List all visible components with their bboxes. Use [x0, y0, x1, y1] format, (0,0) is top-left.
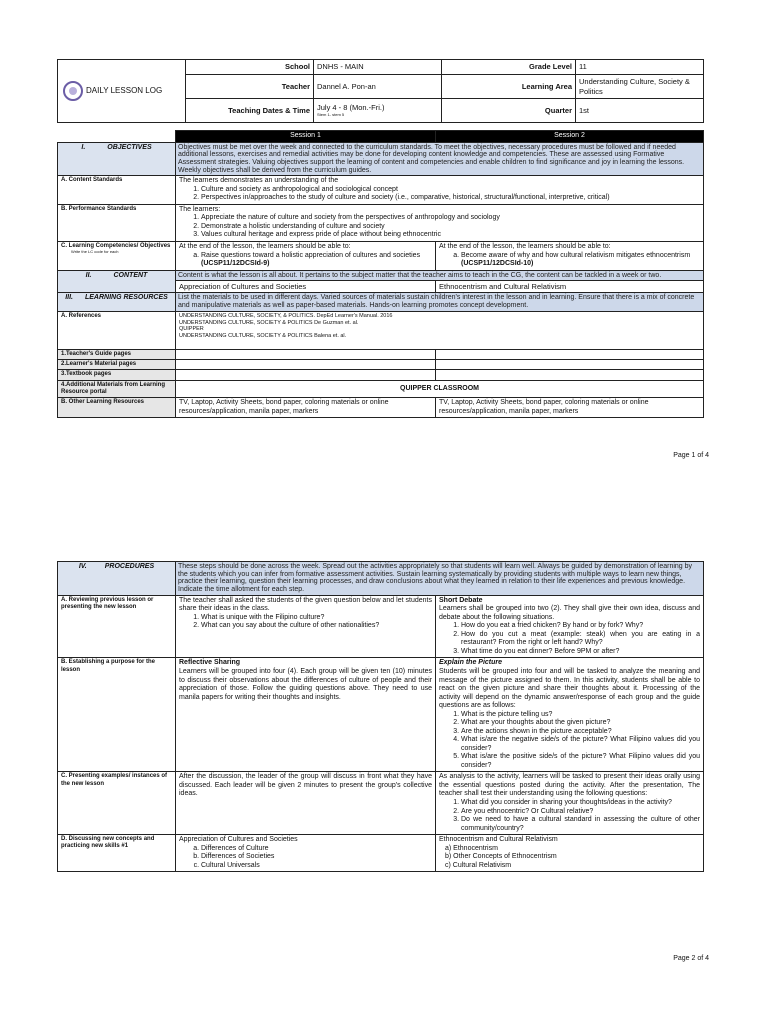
list-item: b) Other Concepts of Ethnocentrism [445, 853, 557, 861]
objectives-table [57, 130, 704, 418]
list-item: a. Differences of Culture [201, 845, 432, 854]
reviewing-label: A. Reviewing previous lesson or presenting the new lesson [58, 595, 176, 658]
procedures-table [57, 561, 704, 872]
performance-standards-cell [176, 204, 704, 241]
teaching-dates-value: July 4 - 8 (Mon.-Fri.) [317, 103, 385, 113]
teacher-value: Dannel A. Pon-an [314, 75, 442, 99]
content-note: Content is what the lesson is all about. It pertains to the subject matter that the teacher aims to teach in the CG, the content can be tackled in a week or two. [176, 270, 704, 281]
list-item: a. Raise questions toward a holistic appreciation of cultures and societies (UCSP11/12DCSId-9) [201, 252, 432, 269]
references-cell [176, 311, 704, 349]
references-label: A. References [58, 311, 176, 349]
list-item: 1. Appreciate the nature of culture and society from the perspectives of anthropology and sociology [201, 214, 700, 223]
performance-standards-intro: The learners: [179, 205, 221, 213]
short-debate-intro: Learners shall be grouped into two (2). They shall give their own idea, discuss and debate about the following situations. [439, 605, 700, 621]
learners-material-label: 2.Learner's Material pages [58, 360, 176, 370]
purpose-session-2 [436, 658, 704, 772]
purpose-label: B. Establishing a purpose for the lesson [58, 658, 176, 772]
list-item: a. Become aware of why and how cultural relativism mitigates ethnocentrism (UCSP11/12DCSId-10) [461, 252, 700, 269]
learning-area-label: Learning Area [442, 75, 576, 99]
explain-picture-title: Explain the Picture [439, 659, 503, 667]
header-table [57, 59, 704, 123]
list-item: 1. What is the picture telling us? [461, 711, 700, 720]
competencies-label: C. Learning Competencies/ Objectives [61, 243, 171, 249]
resources-heading: III. LEARNING RESOURCES [58, 293, 176, 311]
textbook-pages-s1 [176, 370, 436, 380]
teaching-dates-sub: Stem 1- stem 5 [317, 111, 345, 117]
competencies-session-2 [436, 242, 704, 271]
reviewing-s1-intro: The teacher shall asked the students of the given question below and let students share their ideas in the class. [179, 596, 432, 613]
list-item: 4. What is/are the negative side/s of the picture? What Filipino values did you consider? [461, 736, 700, 753]
discussing-s2-title: Ethnocentrism and Cultural Relativism [439, 836, 558, 844]
presenting-s2-text: As analysis to the activity, learners will be tasked to present their ideas orally using the essential questions posted during the activity. After the presentation, The teacher shall test their understanding using the following questions: [439, 773, 700, 798]
content-standards-intro: The learners demonstrates an understanding of the [179, 177, 339, 185]
list-item: 2. Are you ethnocentric? Or Cultural relative? [461, 808, 700, 817]
discussing-label: D. Discussing new concepts and practicing new skills #1 [58, 835, 176, 872]
learners-material-s1 [176, 360, 436, 370]
procedures-heading: IV. PROCEDURES [58, 562, 176, 596]
list-item: 2. What can you say about the culture of other nationalities? [201, 622, 432, 631]
page-number-2: Page 2 of 4 [673, 955, 709, 962]
list-item: 1. What is unique with the Filipino culture? [201, 614, 432, 623]
deped-seal-icon [63, 81, 83, 101]
dll-title: DAILY LESSON LOG [86, 86, 163, 96]
reference-line: UNDERSTANDING CULTURE, SOCIETY, & POLITICS. DepEd Learner's Manual. 2016 [179, 312, 393, 319]
reviewing-session-1 [176, 595, 436, 658]
list-item: 2. Perspectives in/approaches to the study of culture and society (i.e., comparative, historical, structural/functional, interpretive, critical) [201, 194, 700, 203]
list-item: 1. How do you eat a fried chicken? By hand or by fork? Why? [461, 622, 700, 631]
content-session-2: Ethnocentrism and Cultural Relativism [436, 281, 704, 293]
list-item: 3. Are the actions shown in the picture acceptable? [461, 728, 700, 737]
discussing-s1-title: Appreciation of Cultures and Societies [179, 836, 298, 844]
list-item: c) Cultural Relativism [445, 861, 512, 869]
lr-portal-label: 4.Additional Materials from Learning Resource portal [58, 380, 176, 398]
competencies-s2-intro: At the end of the lesson, the learners should be able to: [439, 243, 611, 250]
short-debate-title: Short Debate [439, 596, 483, 604]
list-item: a) Ethnocentrism [445, 844, 498, 852]
reference-line: UNDERSTANDING CULTURE, SOCIETY & POLITICS Balena et. al. [179, 332, 347, 339]
list-item: b. Differences of Societies [201, 853, 432, 862]
list-item: 3. Do we need to have a cultural standard in assessing the culture of other community/country? [461, 816, 700, 833]
list-item: 1. What did you consider in sharing your thoughts/ideas in the activity? [461, 799, 700, 808]
other-resources-s2: TV, Laptop, Activity Sheets, bond paper, coloring materials or online resources/application, manila paper, markers [436, 398, 704, 418]
competencies-label-cell [58, 242, 176, 271]
list-item: 3. What time do you eat dinner? Before 9PM or after? [461, 648, 700, 657]
content-heading: II. CONTENT [58, 270, 176, 293]
reflective-sharing-title: Reflective Sharing [179, 659, 241, 667]
performance-standards-label: B. Performance Standards [58, 204, 176, 241]
competencies-sub: Write the LC code for each [71, 249, 119, 255]
discussing-session-2 [436, 835, 704, 872]
discussing-session-1 [176, 835, 436, 872]
presenting-session-1: After the discussion, the leader of the group will discuss in front what they have discussed. Each leader will be given 2 minutes to present the group's collective ideas. [176, 772, 436, 835]
list-item: c. Cultural Universals [201, 862, 432, 871]
teachers-guide-s2 [436, 349, 704, 359]
list-item: 1. Culture and society as anthropological and sociological concept [201, 186, 700, 195]
teaching-dates-cell [314, 99, 442, 123]
objectives-heading: I. OBJECTIVES [58, 142, 176, 176]
list-item: 5. What is/are the positive side/s of the picture? What Filipino values did you consider? [461, 753, 700, 770]
school-value: DNHS - MAIN [314, 60, 442, 75]
procedures-note: These steps should be done across the week. Spread out the activities appropriately so that students will learn well. Always be guided by demonstration of learning by the students which you can infer from formative assessment activities. Sustain learning systematically by providing students with multiple ways to learn new things, practice their learning, question their learning processes, and draw conclusions about what they learned in relation to their life experiences and previous knowledge. Indicate the time allotment for each step. [176, 562, 704, 596]
content-standards-cell [176, 176, 704, 205]
explain-picture-text: Students will be grouped into four and will be tasked to analyze the meaning and message of the picture assigned to them. In this activity, students shall be able to react on the given picture and share their thoughts about it. Processing of the activity will depend on the dynamic answer/response of each group and the guide questions are as follows: [439, 668, 700, 710]
competencies-session-1 [176, 242, 436, 271]
grade-level-value: 11 [576, 60, 704, 75]
other-resources-s1: TV, Laptop, Activity Sheets, bond paper, coloring materials or online resources/application, manila paper, markers [176, 398, 436, 418]
list-item: 3. Values cultural heritage and express pride of place without being ethnocentric [201, 231, 700, 240]
school-label: School [186, 60, 314, 75]
textbook-pages-s2 [436, 370, 704, 380]
learners-material-s2 [436, 360, 704, 370]
teacher-label: Teacher [186, 75, 314, 99]
objectives-note: Objectives must be met over the week and connected to the curriculum standards. To meet the objectives, necessary procedures must be followed and if needed additional lessons, exercises and remedial activities may be done for developing content knowledge and competencies. These are assessed using Formative Assessment strategies. Valuing objectives support the learning of content and competencies and enable children to find significance and joy in learning the lessons. Weekly objectives shall be derived from the curriculum guides. [176, 142, 704, 176]
reflective-sharing-text: Learners will be grouped into four (4). Each group will be given ten (10) minutes to discuss their observations about the differences of culture of people and their appreciation of those. Follow the guiding questions above. They need to use manila papers for writing their thoughts and insights. [179, 668, 432, 701]
reference-line: QUIPPER [179, 326, 204, 333]
list-item: 2. Demonstrate a holistic understanding of culture and society [201, 223, 700, 232]
textbook-pages-label: 3.Textbook pages [58, 370, 176, 380]
content-session-1: Appreciation of Cultures and Societies [176, 281, 436, 293]
teaching-dates-label: Teaching Dates & Time [186, 99, 314, 123]
session-1-header: Session 1 [176, 131, 436, 143]
teachers-guide-label: 1.Teacher's Guide pages [58, 349, 176, 359]
quarter-label: Quarter [442, 99, 576, 123]
lr-portal-value: QUIPPER CLASSROOM [176, 380, 704, 398]
presenting-label: C. Presenting examples/ instances of the new lesson [58, 772, 176, 835]
list-item: 2. What are your thoughts about the given picture? [461, 719, 700, 728]
reviewing-session-2 [436, 595, 704, 658]
grade-level-label: Grade Level [442, 60, 576, 75]
list-item: 2. How do you cut a meat (example: steak) when you are eating in a restaurant? From the right or left hand? Why? [461, 631, 700, 648]
session-2-header: Session 2 [436, 131, 704, 143]
learning-area-value: Understanding Culture, Society & Politics [576, 75, 704, 99]
teachers-guide-s1 [176, 349, 436, 359]
reference-line: UNDERSTANDING CULTURE, SOCIETY & POLITICS De Guzman et. al. [179, 319, 359, 326]
other-resources-label: B. Other Learning Resources [58, 398, 176, 418]
quarter-value: 1st [576, 99, 704, 123]
logo-cell [58, 60, 186, 123]
competencies-s1-intro: At the end of the lesson, the learners should be able to: [179, 243, 351, 250]
purpose-session-1 [176, 658, 436, 772]
presenting-session-2 [436, 772, 704, 835]
content-standards-label: A. Content Standards [58, 176, 176, 205]
resources-note: List the materials to be used in different days. Varied sources of materials sustain children's interest in the lesson and in learning. Ensure that there is a mix of concrete and manipulative materials as well as paper-based materials. Hands-on learning promotes concept development. [176, 293, 704, 311]
page-number-1: Page 1 of 4 [673, 452, 709, 459]
